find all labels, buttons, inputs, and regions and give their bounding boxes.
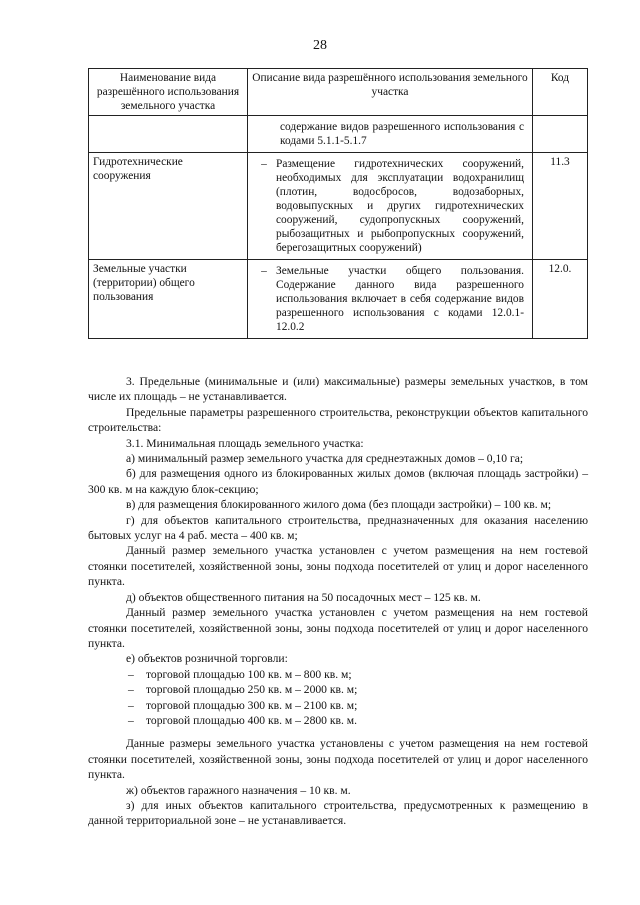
paragraph: 3.1. Минимальная площадь земельного участка:	[126, 436, 364, 450]
paragraph: е) объектов розничной торговли:	[126, 652, 288, 666]
table-cell-empty	[89, 116, 248, 153]
table-header-row	[89, 69, 588, 116]
continuation-text: содержание видов разрешенного использования с кодами 5.1.1-5.1.7	[280, 121, 524, 147]
row-name: Земельные участки (территории) общего пользования	[89, 260, 248, 339]
paragraph: б) для размещения одного из блокированных жилых домов (включая площадь застройки) – 300 кв. м на каждую блок-секцию;	[88, 467, 588, 496]
list-item: – торговой площадью 250 кв. м – 2000 кв. м;	[128, 683, 358, 697]
paragraph: г) для объектов капитального строительства, предназначенных для оказания населению бытовых услуг на 4 раб. места – 400 кв. м;	[88, 513, 588, 543]
paragraph: Данный размер земельного участка установлен с учетом размещения на нем гостевой стоянки посетителей, хозяйственной зоны, зоны подхода посетителей от улиц и дорог населенного пункта.	[88, 606, 588, 650]
paragraph: ж) объектов гаражного назначения – 10 кв. м.	[126, 783, 351, 797]
row-description: Земельные участки общего пользования. Содержание данного вида разрешенного использования включает в себя содержание видов разрешенного использования с кодами 12.0.1-12.0.2	[276, 265, 524, 333]
paragraph: з) для иных объектов капитального строительства, предусмотренных к размещению в данной территориальной зоне – не устанавливается.	[88, 798, 588, 828]
row-code: 12.0.	[533, 260, 588, 339]
list-item: – торговой площадью 400 кв. м – 2800 кв. м.	[128, 713, 358, 727]
paragraph: д) объектов общественного питания на 50 посадочных мест – 125 кв. м.	[126, 590, 481, 604]
header-description: Описание вида разрешённого использования земельного участка	[248, 69, 533, 116]
paragraph: Данные размеры земельного участка установлены с учетом размещения на нем гостевой стоянки посетителей, хозяйственной зоны, зоны подхода посетителей от улиц и дорог населенного пункта.	[88, 737, 588, 782]
table-row	[89, 116, 588, 153]
header-name: Наименование вида разрешённого использования земельного участка	[89, 69, 248, 116]
row-name: Гидротехнические сооружения	[89, 153, 248, 260]
retail-size-list	[88, 667, 588, 729]
land-use-table	[88, 68, 588, 339]
table-row	[89, 260, 588, 339]
document-body	[88, 374, 588, 829]
table-cell	[248, 260, 533, 339]
dash-marker: –	[261, 158, 267, 170]
paragraph: Предельные параметры разрешенного строительства, реконструкции объектов капитального строительства:	[88, 405, 588, 435]
table-cell	[248, 153, 533, 260]
paragraph: а) минимальный размер земельного участка для среднеэтажных домов – 0,10 га;	[126, 452, 524, 466]
header-code: Код	[533, 69, 588, 116]
list-item: – торговой площадью 300 кв. м – 2100 кв. м;	[128, 698, 358, 712]
table-cell-empty	[533, 116, 588, 153]
paragraph: Данный размер земельного участка установлен с учетом размещения на нем гостевой стоянки посетителей, хозяйственной зоны, зоны подхода посетителей от улиц и дорог населенного пункта.	[88, 544, 588, 589]
page-number: 28	[313, 38, 327, 53]
paragraph: в) для размещения блокированного жилого дома (без площади застройки) – 100 кв. м;	[126, 498, 552, 512]
list-item: – торговой площадью 100 кв. м – 800 кв. м;	[128, 667, 352, 681]
paragraph: 3. Предельные (минимальные и (или) максимальные) размеры земельных участков, в том числе их площадь – не устанавливается.	[88, 375, 588, 404]
row-description: Размещение гидротехнических сооружений, необходимых для эксплуатации водохранилищ (плотин, водосбросов, водозаборных, водовыпускных и других гидротехнических сооружений, судопропускных сооружений, рыбозащитных и рыбопропускных сооружений, берегозащитных сооружений)	[276, 158, 524, 254]
table-row	[89, 153, 588, 260]
dash-marker: –	[261, 265, 267, 277]
table-cell	[248, 116, 533, 153]
row-code: 11.3	[533, 153, 588, 260]
